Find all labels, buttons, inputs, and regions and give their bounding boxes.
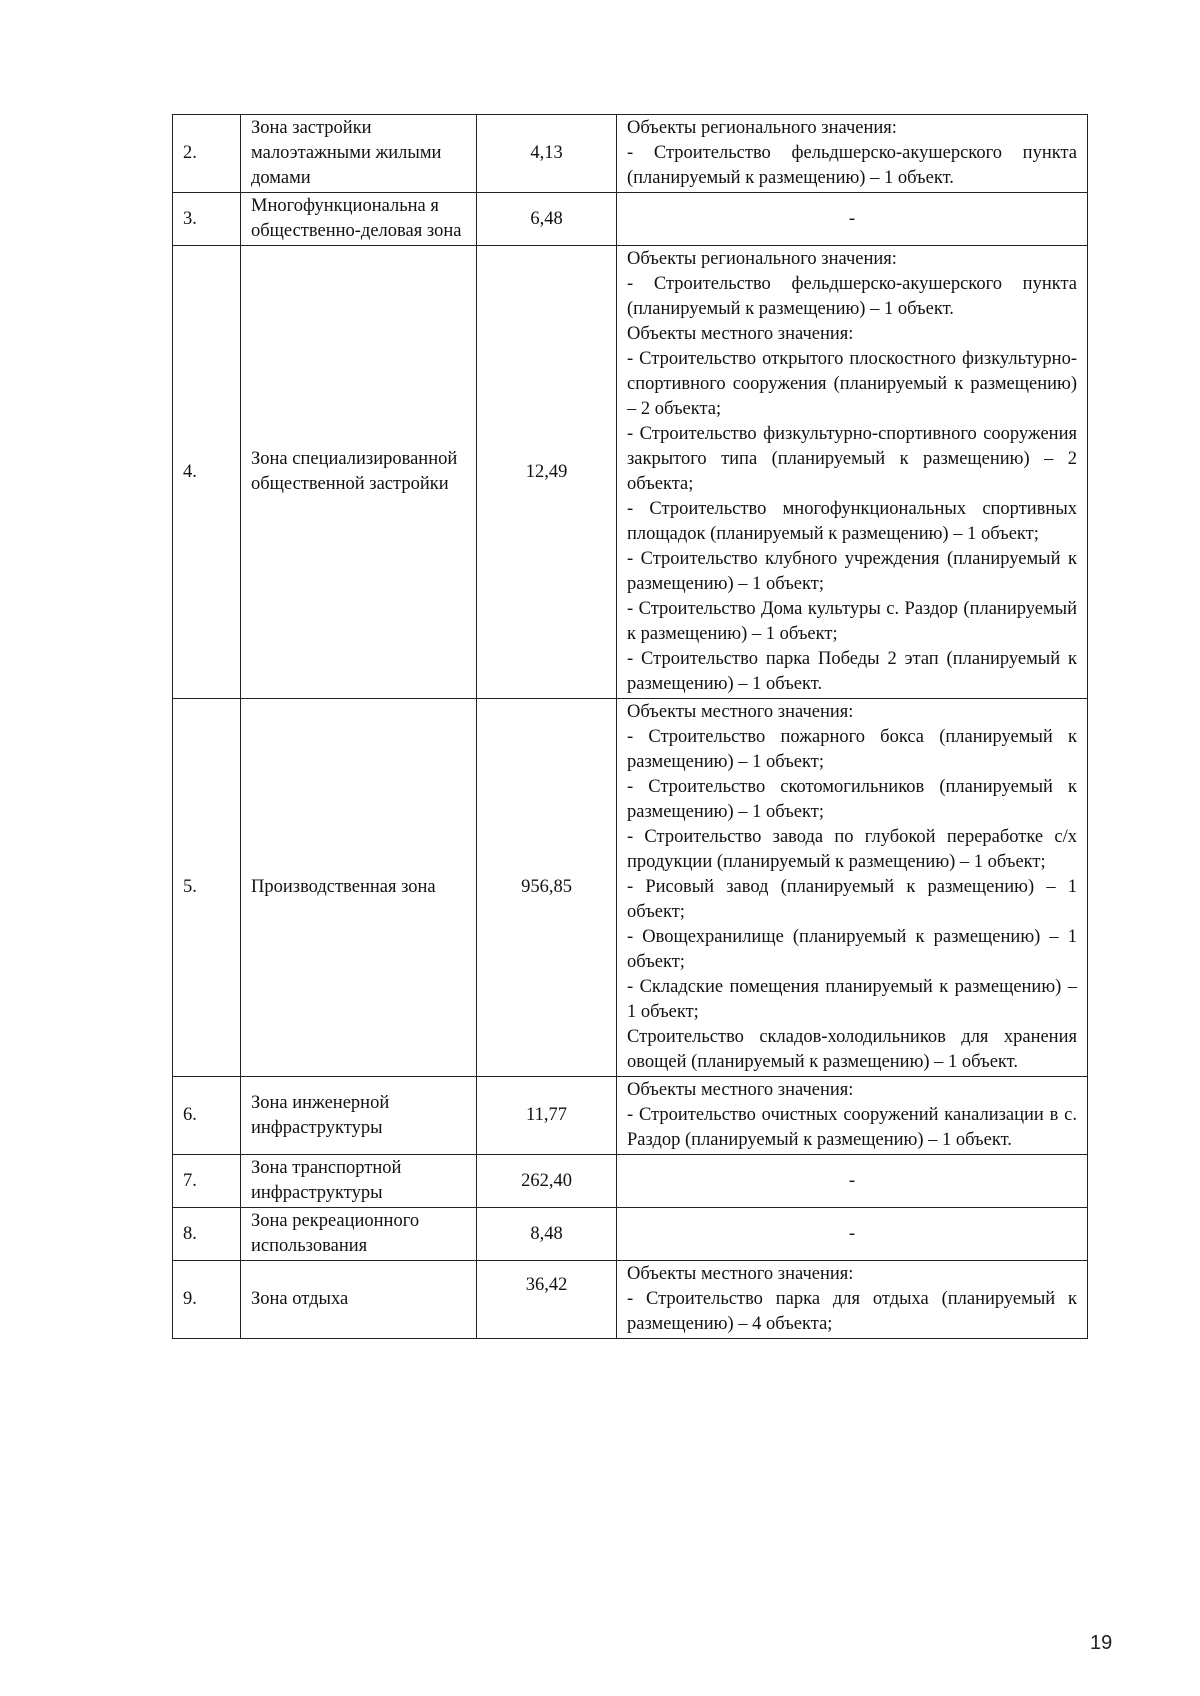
zone-name: Зона застройки малоэтажными жилыми домами	[241, 115, 477, 193]
zone-area: 11,77	[477, 1077, 617, 1155]
table-row	[173, 699, 1088, 1077]
object-item: - Строительство фельдшерско-акушерского пункта (планируемый к размещению) – 1 объект.	[627, 143, 1077, 188]
objects-heading: Объекты местного значения:	[627, 324, 854, 344]
zone-area: 262,40	[477, 1155, 617, 1208]
object-item: - Строительство парка для отдыха (планируемый к размещению) – 4 объекта;	[627, 1289, 1077, 1334]
objects-heading: Объекты местного значения:	[627, 1264, 854, 1284]
zone-objects	[617, 1077, 1088, 1155]
empty-dash: -	[848, 1223, 856, 1244]
zone-objects	[617, 1208, 1088, 1261]
row-number: 4.	[173, 246, 241, 699]
zone-area: 12,49	[477, 246, 617, 699]
zone-area: 6,48	[477, 193, 617, 246]
row-number: 6.	[173, 1077, 241, 1155]
empty-dash: -	[848, 208, 856, 229]
zones-table-body	[173, 115, 1088, 1339]
zone-area: 4,13	[477, 115, 617, 193]
object-item: - Строительство скотомогильников (планируемый к размещению) – 1 объект;	[627, 777, 1077, 822]
zones-table	[172, 114, 1088, 1339]
table-row	[173, 1077, 1088, 1155]
zone-name: Зона отдыха	[241, 1261, 477, 1339]
object-item: - Строительство парка Победы 2 этап (планируемый к размещению) – 1 объект.	[627, 649, 1077, 694]
zone-objects	[617, 115, 1088, 193]
object-item: - Строительство очистных сооружений канализации в с. Раздор (планируемый к размещению) – 1 объект.	[627, 1105, 1077, 1150]
row-number: 2.	[173, 115, 241, 193]
row-number: 7.	[173, 1155, 241, 1208]
zone-objects	[617, 699, 1088, 1077]
zone-area: 8,48	[477, 1208, 617, 1261]
object-item: - Овощехранилище (планируемый к размещению) – 1 объект;	[627, 927, 1077, 972]
zone-area: 956,85	[477, 699, 617, 1077]
object-item: - Строительство завода по глубокой переработке с/х продукции (планируемый к размещению) – 1 объект;	[627, 827, 1077, 872]
empty-dash: -	[848, 1170, 856, 1191]
zone-objects	[617, 246, 1088, 699]
table-row	[173, 246, 1088, 699]
row-number: 3.	[173, 193, 241, 246]
object-item: - Строительство клубного учреждения (планируемый к размещению) – 1 объект;	[627, 549, 1077, 594]
objects-heading: Объекты местного значения:	[627, 702, 854, 722]
table-row	[173, 1261, 1088, 1339]
object-item: - Строительство фельдшерско-акушерского пункта (планируемый к размещению) – 1 объект.	[627, 274, 1077, 319]
table-row	[173, 115, 1088, 193]
objects-heading: Объекты регионального значения:	[627, 249, 897, 269]
zone-name: Зона специализированной общественной застройки	[241, 246, 477, 699]
objects-heading: Объекты местного значения:	[627, 1080, 854, 1100]
zone-objects	[617, 1155, 1088, 1208]
zone-objects	[617, 1261, 1088, 1339]
page-number: 19	[1090, 1632, 1113, 1654]
object-item: - Строительство Дома культуры с. Раздор (планируемый к размещению) – 1 объект;	[627, 599, 1077, 644]
zone-objects	[617, 193, 1088, 246]
object-item: - Строительство открытого плоскостного физкультурно-спортивного сооружения (планируемый к размещению) – 2 объекта;	[627, 349, 1077, 419]
objects-heading: Объекты регионального значения:	[627, 118, 897, 138]
object-item: - Строительство многофункциональных спортивных площадок (планируемый к размещению) – 1 объект;	[627, 499, 1077, 544]
zone-name: Зона инженерной инфраструктуры	[241, 1077, 477, 1155]
object-item: Строительство складов-холодильников для хранения овощей (планируемый к размещению) – 1 объект.	[627, 1027, 1077, 1072]
zone-name: Многофункциональна я общественно-деловая зона	[241, 193, 477, 246]
table-row	[173, 1155, 1088, 1208]
table-row	[173, 193, 1088, 246]
object-item: - Складские помещения планируемый к размещению) – 1 объект;	[627, 977, 1077, 1022]
row-number: 5.	[173, 699, 241, 1077]
object-item: - Строительство физкультурно-спортивного сооружения закрытого типа (планируемый к размещению) – 2 объекта;	[627, 424, 1077, 494]
table-row	[173, 1208, 1088, 1261]
zone-area: 36,42	[477, 1261, 617, 1339]
row-number: 9.	[173, 1261, 241, 1339]
zone-name: Производственная зона	[241, 699, 477, 1077]
zone-name: Зона транспортной инфраструктуры	[241, 1155, 477, 1208]
object-item: - Рисовый завод (планируемый к размещению) – 1 объект;	[627, 877, 1077, 922]
object-item: - Строительство пожарного бокса (планируемый к размещению) – 1 объект;	[627, 727, 1077, 772]
row-number: 8.	[173, 1208, 241, 1261]
zone-name: Зона рекреационного использования	[241, 1208, 477, 1261]
